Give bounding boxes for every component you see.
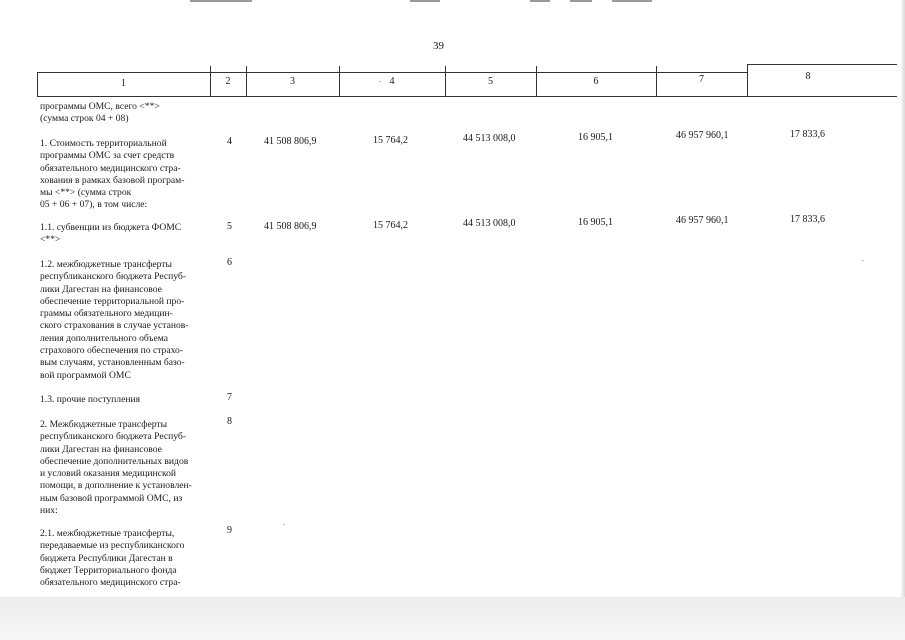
cell-value: 41 508 806,9 xyxy=(264,136,317,147)
row-number: 9 xyxy=(227,525,232,536)
column-header: 7 xyxy=(699,74,704,85)
row-label-line: обязательного медицинского стра- xyxy=(40,577,181,589)
header-top-rule xyxy=(37,72,747,73)
cell-value: 41 508 806,9 xyxy=(264,221,317,232)
row-label xyxy=(40,222,208,247)
row-label-line: них: xyxy=(40,505,58,517)
row-label-line: передаваемые из республиканского xyxy=(40,540,185,552)
row-label xyxy=(40,101,208,126)
row-label xyxy=(40,419,208,517)
row-label-line: вой программой ОМС xyxy=(40,369,131,381)
scan-top-edge xyxy=(0,0,905,3)
row-label-line: обеспечение дополнительных видов xyxy=(40,455,189,467)
scan-speck xyxy=(379,81,381,82)
cell-value: 17 833,6 xyxy=(790,214,825,225)
cell-value: 17 833,6 xyxy=(790,129,825,140)
cell-value: 16 905,1 xyxy=(578,217,613,228)
row-label xyxy=(40,528,208,589)
column-header: 1 xyxy=(121,78,126,89)
column-header: 8 xyxy=(805,71,811,82)
scan-speck xyxy=(283,524,285,525)
row-label-line: вым случаям, установленным базо- xyxy=(40,357,185,369)
scan-speck xyxy=(862,260,864,261)
row-label-line: 1.1. субвенции из бюджета ФОМС xyxy=(40,222,182,233)
column-header: 5 xyxy=(488,76,493,87)
row-label-line: республиканского бюджета Респуб- xyxy=(40,271,186,283)
row-number: 4 xyxy=(227,136,232,147)
cell-value: 44 513 008,0 xyxy=(463,133,516,144)
column-header: 4 xyxy=(389,76,395,87)
cell-value: 46 957 960,1 xyxy=(676,130,729,141)
row-label-line: мы <**> (сумма строк xyxy=(40,187,132,199)
row-label-line: лики Дагестан на финансовое xyxy=(40,283,162,295)
row-label-line: страхового обеспечения по страхо- xyxy=(40,345,184,357)
row-label-line: граммы обязательного медицин- xyxy=(40,308,173,320)
row-label-line: программы ОМС за счет средств xyxy=(40,150,175,162)
row-label-line: ным базовой программой ОМС, из xyxy=(40,492,183,504)
row-label-line: лики Дагестан на финансовое xyxy=(40,443,162,455)
header-top-rule-right xyxy=(747,64,897,65)
cell-value: 15 764,2 xyxy=(373,220,408,231)
row-label xyxy=(40,138,208,212)
column-header: 2 xyxy=(225,76,231,87)
cell-value: 15 764,2 xyxy=(373,135,408,146)
row-label-line: программы ОМС, всего <**> xyxy=(40,101,160,112)
scan-bottom-shadow xyxy=(0,597,905,640)
row-label-line: 1.2. межбюджетные трансферты xyxy=(40,259,172,270)
row-label-line: бюджет Территориального фонда xyxy=(40,564,177,576)
column-header: 3 xyxy=(290,76,295,87)
row-label-line: 05 + 06 + 07), в том числе: xyxy=(40,199,148,211)
cell-value: 44 513 008,0 xyxy=(463,218,516,229)
row-label-line: 1.3. прочие поступления xyxy=(40,394,141,405)
row-label-line: 2.1. межбюджетные трансферты, xyxy=(40,528,175,539)
row-label xyxy=(40,259,208,382)
row-label-line: и условий оказания медицинской xyxy=(40,468,177,480)
row-number: 5 xyxy=(227,221,232,232)
row-label-line: республиканского бюджета Респуб- xyxy=(40,431,186,443)
page-number: 39 xyxy=(433,40,444,52)
row-label-line: ления дополнительного объема xyxy=(40,332,169,344)
row-number: 7 xyxy=(227,392,232,403)
row-label-line: хования в рамках базовой програм- xyxy=(40,174,185,186)
header-bottom-rule xyxy=(37,96,897,97)
row-label-line: обеспечение территориальной про- xyxy=(40,295,185,307)
row-label-line: помощи, в дополнение к установлен- xyxy=(40,480,192,492)
row-label-line: бюджета Республики Дагестан в xyxy=(40,552,173,564)
row-label-line: (сумма строк 04 + 08) xyxy=(40,113,129,125)
row-label-line: <**> xyxy=(40,234,61,246)
row-label-line: обязательного медицинского стра- xyxy=(40,162,181,174)
cell-value: 46 957 960,1 xyxy=(676,215,729,226)
scan-right-edge xyxy=(900,0,905,640)
row-number: 6 xyxy=(227,257,232,268)
column-header: 6 xyxy=(593,76,599,87)
cell-value: 16 905,1 xyxy=(578,132,613,143)
row-label xyxy=(40,394,208,406)
row-label-line: 2. Межбюджетные трансферты xyxy=(40,419,168,430)
row-label-line: 1. Стоимость территориальной xyxy=(40,138,167,149)
row-number: 8 xyxy=(227,416,232,427)
row-label-line: ского страхования в случае установ- xyxy=(40,320,189,332)
